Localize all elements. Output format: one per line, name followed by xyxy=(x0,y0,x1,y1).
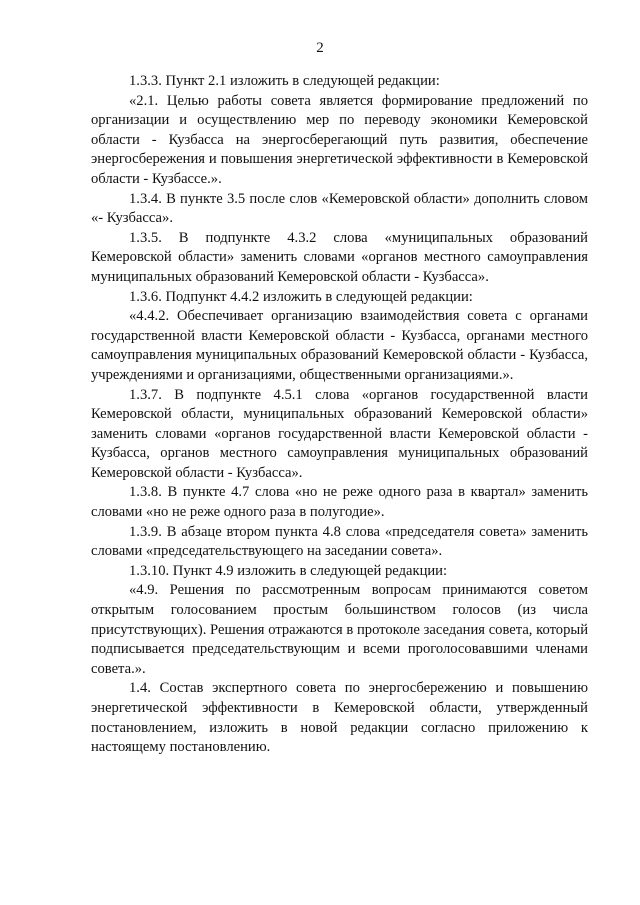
document-body xyxy=(91,72,588,758)
paragraph-2-1-text: «2.1. Целью работы совета является формирование предложений по организации и осуществлению мер по переводу экономики Кемеровской области - Кузбасса на энергосберегающий путь развития, обеспечение энергосбережения и повышения энергетической эффективности в Кемеровской области - Кузбассе.». xyxy=(91,92,588,187)
paragraph-1-4: 1.4. Состав экспертного совета по энергосбережению и повышению энергетической эффективности в Кемеровской области, утвержденный постановлением, изложить в новой редакции согласно приложению к настоящему постановлению. xyxy=(91,680,588,756)
paragraph-1-3-4: 1.3.4. В пункте 3.5 после слов «Кемеровской области» дополнить словом «- Кузбасса». xyxy=(91,190,588,227)
paragraph-1-3-9: 1.3.9. В абзаце втором пункта 4.8 слова «председателя совета» заменить словами «председательствующего на заседании совета». xyxy=(91,523,588,560)
paragraph-4-9-text: «4.9. Решения по рассмотренным вопросам принимаются советом открытым голосованием простым большинством голосов (из числа присутствующих). Решения отражаются в протоколе заседания совета, который подписывается председательствующим и всеми проголосовавшими членами совета.». xyxy=(91,582,588,677)
paragraph-1-3-3: 1.3.3. Пункт 2.1 изложить в следующей редакции: xyxy=(129,73,440,89)
page-number: 2 xyxy=(316,40,324,56)
paragraph-1-3-6: 1.3.6. Подпункт 4.4.2 изложить в следующей редакции: xyxy=(129,288,473,305)
paragraph-1-3-7: 1.3.7. В подпункте 4.5.1 слова «органов государственной власти Кемеровской области, муниципальных образований Кемеровской области» заменить словами «органов государственной власти Кемеровской области - Кузбасса, органов местного самоуправления муниципальных образований Кемеровской области - Кузбасса». xyxy=(91,386,588,481)
paragraph-4-4-2-text: «4.4.2. Обеспечивает организацию взаимодействия совета с органами государственной власти Кемеровской области - Кузбасса, органами местного самоуправления муниципальных образований Кемеровской области - Кузбасса, учреждениями и организациями, общественными организациями.». xyxy=(91,308,588,383)
paragraph-1-3-10: 1.3.10. Пункт 4.9 изложить в следующей редакции: xyxy=(129,562,448,579)
paragraph-1-3-8: 1.3.8. В пункте 4.7 слова «но не реже одного раза в квартал» заменить словами «но не реже одного раза в полугодие». xyxy=(91,484,588,521)
paragraph-1-3-5: 1.3.5. В подпункте 4.3.2 слова «муниципальных образований Кемеровской области» заменить словами «органов местного самоуправления муниципальных образований Кемеровской области - Кузбасса». xyxy=(91,229,588,285)
